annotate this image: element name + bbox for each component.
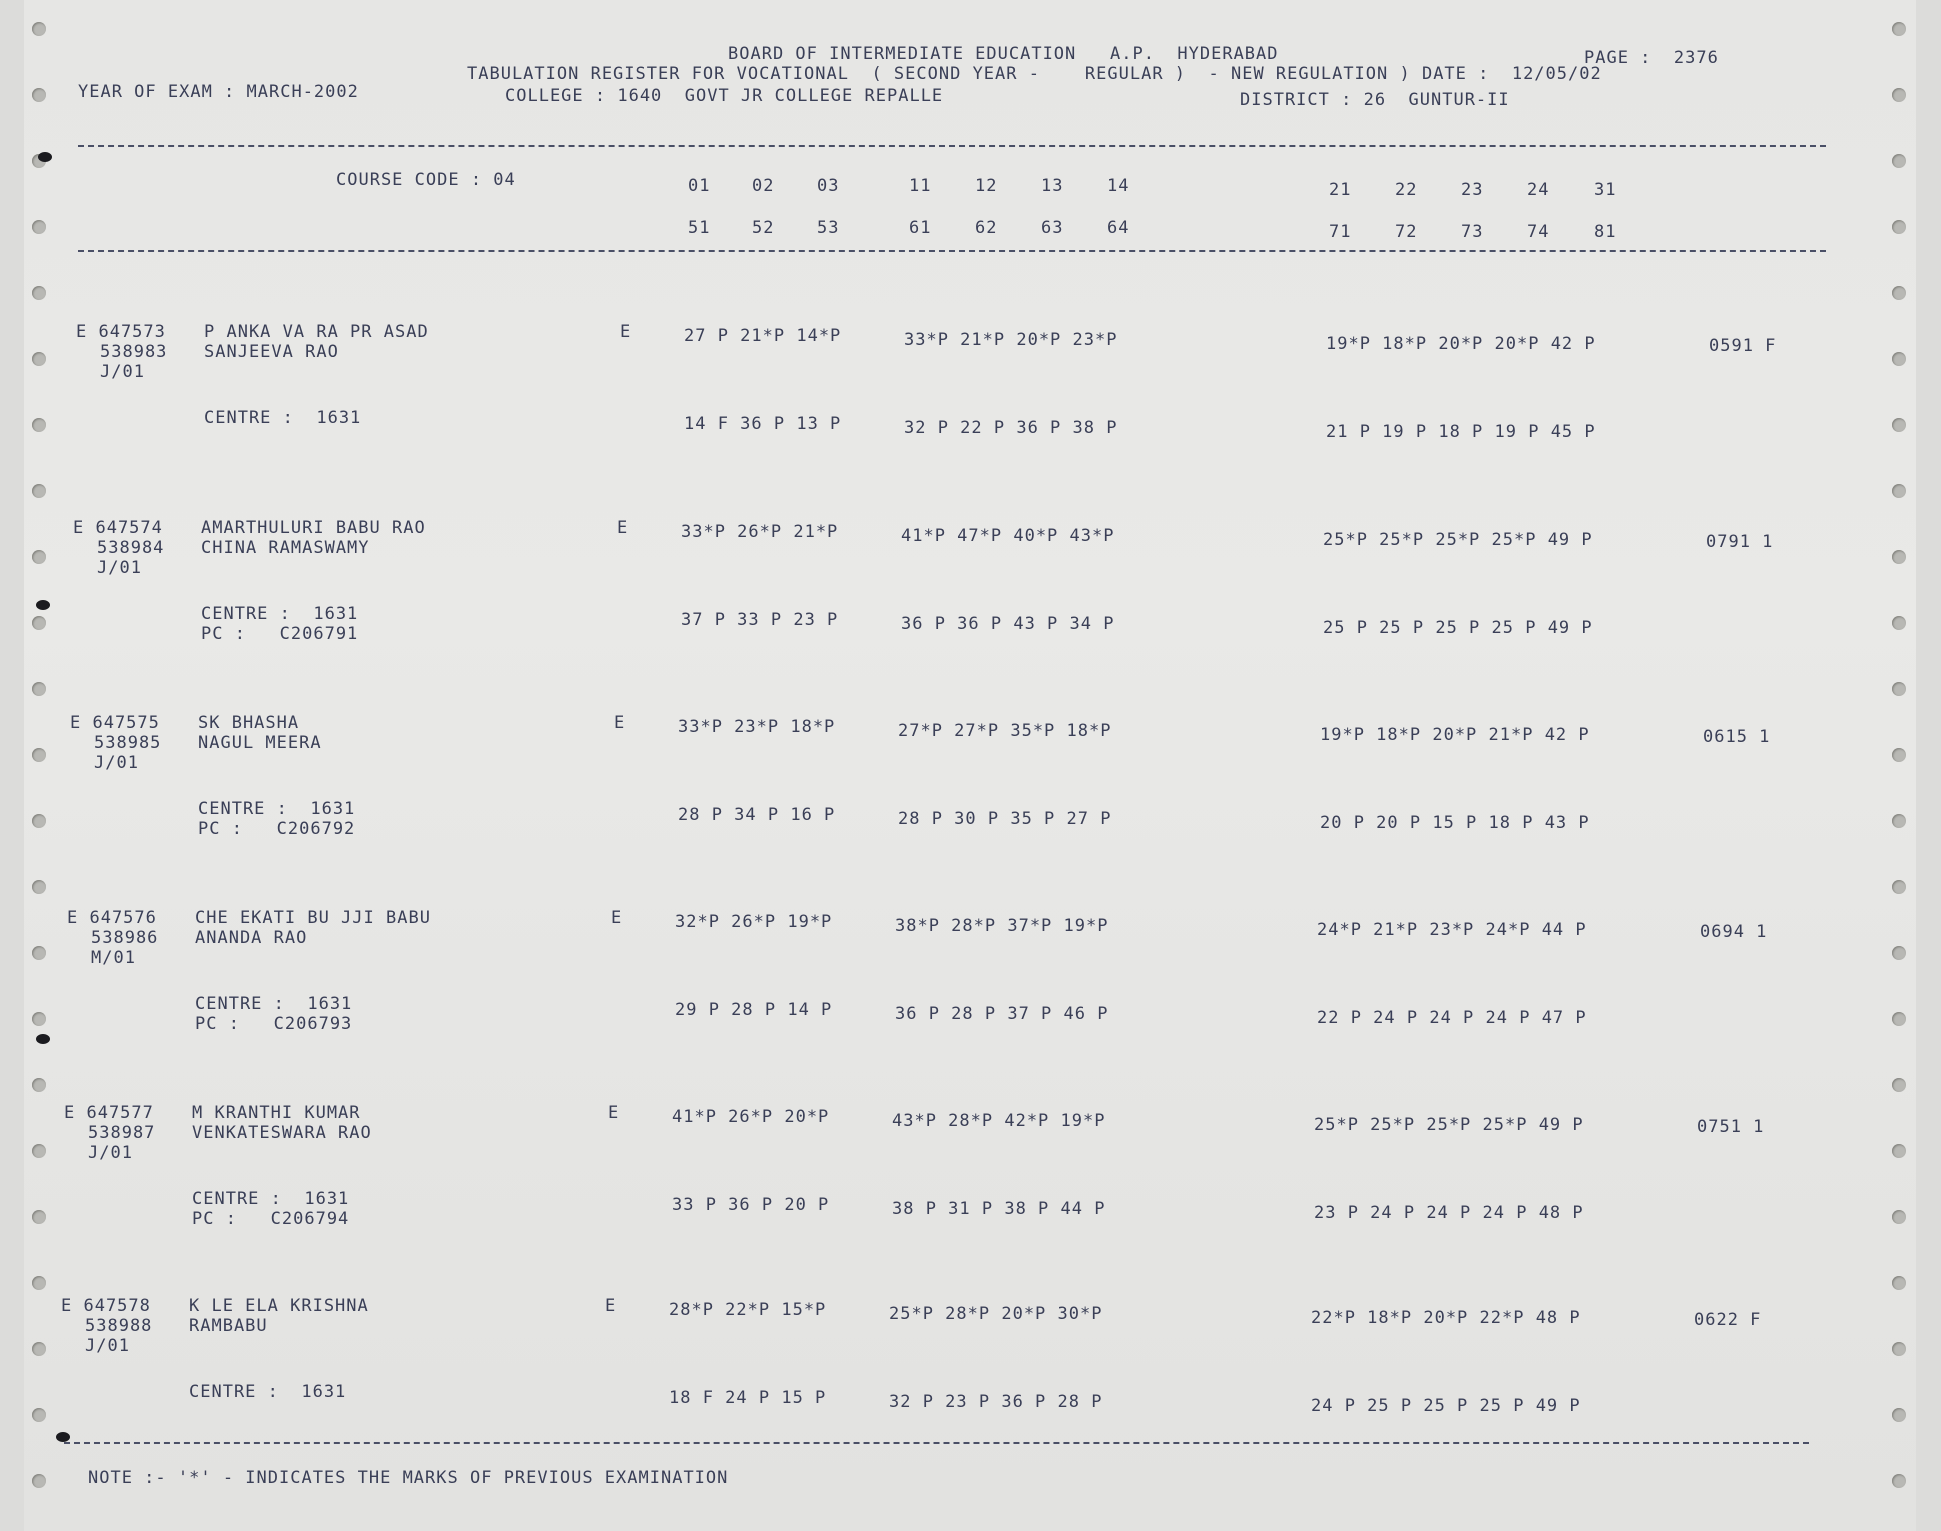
total-result: 0622 F (1694, 1310, 1762, 1330)
feed-hole (1892, 286, 1906, 300)
group-code: J/01 (97, 558, 142, 578)
marks-group2-row1: 41*P 47*P 40*P 43*P (901, 526, 1115, 546)
footnote: NOTE :- '*' - INDICATES THE MARKS OF PREVIOUS EXAMINATION (88, 1468, 729, 1488)
feed-hole (32, 1012, 46, 1026)
medium: E (614, 713, 626, 733)
column-code: 81 (1594, 222, 1617, 242)
feed-hole (1892, 616, 1906, 630)
hall-ticket-number: E 647574 (73, 518, 163, 538)
student-name: M KRANTHI KUMAR (192, 1103, 361, 1123)
college-info: COLLEGE : 1640 GOVT JR COLLEGE REPALLE (505, 86, 944, 106)
column-code: 53 (817, 218, 840, 238)
parent-name: NAGUL MEERA (198, 733, 322, 753)
student-name: SK BHASHA (198, 713, 300, 733)
parent-name: SANJEEVA RAO (204, 342, 339, 362)
column-code: 23 (1461, 180, 1484, 200)
pc-number: PC : C206794 (192, 1209, 350, 1229)
feed-hole (1892, 1078, 1906, 1092)
tabulation-register-sheet (24, 0, 1916, 1531)
medium: E (608, 1103, 620, 1123)
medium: E (611, 908, 623, 928)
marks-group2-row1: 38*P 28*P 37*P 19*P (895, 916, 1109, 936)
feed-hole (32, 1408, 46, 1422)
feed-hole (32, 1342, 46, 1356)
marks-group2-row2: 28 P 30 P 35 P 27 P (898, 809, 1112, 829)
feed-hole (32, 682, 46, 696)
total-result: 0791 1 (1706, 532, 1774, 552)
marks-group3-row2: 21 P 19 P 18 P 19 P 45 P (1326, 422, 1596, 442)
feed-hole (1892, 748, 1906, 762)
hall-ticket-number: E 647578 (61, 1296, 151, 1316)
year-of-exam: YEAR OF EXAM : MARCH-2002 (78, 82, 359, 102)
total-result: 0615 1 (1703, 727, 1771, 747)
registration-number: 538987 (88, 1123, 156, 1143)
marks-group1-row2: 28 P 34 P 16 P (678, 805, 836, 825)
column-code: 13 (1041, 176, 1064, 196)
feed-hole (1892, 352, 1906, 366)
column-code: 52 (752, 218, 775, 238)
marks-group3-row1: 24*P 21*P 23*P 24*P 44 P (1317, 920, 1587, 940)
column-code: 11 (909, 176, 932, 196)
feed-hole (32, 22, 46, 36)
column-code: 24 (1527, 180, 1550, 200)
marks-group2-row1: 43*P 28*P 42*P 19*P (892, 1111, 1106, 1131)
feed-hole (1892, 1144, 1906, 1158)
marks-group2-row2: 32 P 23 P 36 P 28 P (889, 1392, 1103, 1412)
feed-hole (1892, 220, 1906, 234)
marks-group3-row1: 19*P 18*P 20*P 20*P 42 P (1326, 334, 1596, 354)
feed-hole (32, 1276, 46, 1290)
marks-group3-row2: 22 P 24 P 24 P 24 P 47 P (1317, 1008, 1587, 1028)
feed-hole (32, 1474, 46, 1488)
marks-group1-row2: 33 P 36 P 20 P (672, 1195, 830, 1215)
register-title: TABULATION REGISTER FOR VOCATIONAL ( SECOND YEAR - REGULAR ) - NEW REGULATION ) DATE : 12/05/02 (467, 64, 1602, 84)
column-code: 61 (909, 218, 932, 238)
board-title: BOARD OF INTERMEDIATE EDUCATION A.P. HYDERABAD (728, 44, 1279, 64)
parent-name: CHINA RAMASWAMY (201, 538, 370, 558)
marks-group2-row1: 33*P 21*P 20*P 23*P (904, 330, 1118, 350)
course-code: COURSE CODE : 04 (336, 170, 516, 190)
column-code: 51 (688, 218, 711, 238)
feed-hole (32, 484, 46, 498)
feed-hole (32, 880, 46, 894)
marks-group2-row1: 27*P 27*P 35*P 18*P (898, 721, 1112, 741)
hall-ticket-number: E 647577 (64, 1103, 154, 1123)
parent-name: VENKATESWARA RAO (192, 1123, 372, 1143)
marks-group3-row1: 22*P 18*P 20*P 22*P 48 P (1311, 1308, 1581, 1328)
registration-number: 538988 (85, 1316, 153, 1336)
column-code: 71 (1329, 222, 1352, 242)
exam-centre: CENTRE : 1631 (201, 604, 359, 624)
pc-number: PC : C206791 (201, 624, 359, 644)
marks-group3-row1: 25*P 25*P 25*P 25*P 49 P (1314, 1115, 1584, 1135)
feed-hole (1892, 682, 1906, 696)
header-divider (78, 145, 1826, 147)
group-code: J/01 (100, 362, 145, 382)
student-name: AMARTHULURI BABU RAO (201, 518, 426, 538)
marks-group3-row1: 19*P 18*P 20*P 21*P 42 P (1320, 725, 1590, 745)
feed-hole (32, 352, 46, 366)
feed-hole (32, 286, 46, 300)
marks-group2-row2: 36 P 28 P 37 P 46 P (895, 1004, 1109, 1024)
total-result: 0751 1 (1697, 1117, 1765, 1137)
marks-group1-row2: 29 P 28 P 14 P (675, 1000, 833, 1020)
marks-group1-row1: 33*P 26*P 21*P (681, 522, 839, 542)
feed-hole (1892, 814, 1906, 828)
feed-hole (32, 550, 46, 564)
hall-ticket-number: E 647576 (67, 908, 157, 928)
marks-group3-row2: 23 P 24 P 24 P 24 P 48 P (1314, 1203, 1584, 1223)
marks-group1-row2: 18 F 24 P 15 P (669, 1388, 827, 1408)
exam-centre: CENTRE : 1631 (189, 1382, 347, 1402)
column-code: 01 (688, 176, 711, 196)
marks-group2-row2: 38 P 31 P 38 P 44 P (892, 1199, 1106, 1219)
exam-centre: CENTRE : 1631 (195, 994, 353, 1014)
ink-blot (56, 1432, 70, 1442)
exam-centre: CENTRE : 1631 (204, 408, 362, 428)
parent-name: RAMBABU (189, 1316, 268, 1336)
column-code: 31 (1594, 180, 1617, 200)
group-code: M/01 (91, 948, 136, 968)
district-info: DISTRICT : 26 GUNTUR-II (1240, 90, 1510, 110)
column-code: 21 (1329, 180, 1352, 200)
feed-hole (1892, 22, 1906, 36)
group-code: J/01 (85, 1336, 130, 1356)
marks-group1-row2: 14 F 36 P 13 P (684, 414, 842, 434)
column-code: 12 (975, 176, 998, 196)
feed-hole (32, 748, 46, 762)
student-name: P ANKA VA RA PR ASAD (204, 322, 429, 342)
group-code: J/01 (88, 1143, 133, 1163)
feed-hole (1892, 154, 1906, 168)
feed-hole (32, 1210, 46, 1224)
column-code: 74 (1527, 222, 1550, 242)
feed-hole (32, 1144, 46, 1158)
registration-number: 538983 (100, 342, 168, 362)
marks-group1-row1: 27 P 21*P 14*P (684, 326, 842, 346)
marks-group1-row1: 41*P 26*P 20*P (672, 1107, 830, 1127)
medium: E (620, 322, 632, 342)
feed-hole (1892, 1342, 1906, 1356)
exam-centre: CENTRE : 1631 (198, 799, 356, 819)
pc-number: PC : C206792 (198, 819, 356, 839)
ink-blot (36, 600, 50, 610)
student-name: CHE EKATI BU JJI BABU (195, 908, 431, 928)
feed-hole (1892, 484, 1906, 498)
medium: E (617, 518, 629, 538)
marks-group3-row2: 24 P 25 P 25 P 25 P 49 P (1311, 1396, 1581, 1416)
ink-blot (38, 152, 52, 162)
ink-blot (36, 1034, 50, 1044)
marks-group1-row1: 28*P 22*P 15*P (669, 1300, 827, 1320)
feed-hole (32, 946, 46, 960)
feed-hole (1892, 550, 1906, 564)
footer-divider (64, 1442, 1809, 1444)
feed-hole (1892, 946, 1906, 960)
column-code: 62 (975, 218, 998, 238)
feed-hole (32, 88, 46, 102)
column-code: 22 (1395, 180, 1418, 200)
feed-hole (32, 220, 46, 234)
column-code: 64 (1107, 218, 1130, 238)
right-tractor-holes (1886, 0, 1914, 1531)
left-tractor-holes (26, 0, 54, 1531)
feed-hole (32, 418, 46, 432)
column-code: 63 (1041, 218, 1064, 238)
feed-hole (1892, 1276, 1906, 1290)
column-code: 14 (1107, 176, 1130, 196)
hall-ticket-number: E 647573 (76, 322, 166, 342)
exam-centre: CENTRE : 1631 (192, 1189, 350, 1209)
feed-hole (32, 1078, 46, 1092)
feed-hole (1892, 880, 1906, 894)
total-result: 0591 F (1709, 336, 1777, 356)
feed-hole (1892, 1012, 1906, 1026)
marks-group1-row1: 33*P 23*P 18*P (678, 717, 836, 737)
medium: E (605, 1296, 617, 1316)
feed-hole (1892, 1408, 1906, 1422)
column-code: 02 (752, 176, 775, 196)
student-name: K LE ELA KRISHNA (189, 1296, 369, 1316)
marks-group1-row2: 37 P 33 P 23 P (681, 610, 839, 630)
group-code: J/01 (94, 753, 139, 773)
marks-group1-row1: 32*P 26*P 19*P (675, 912, 833, 932)
marks-group3-row2: 25 P 25 P 25 P 25 P 49 P (1323, 618, 1593, 638)
total-result: 0694 1 (1700, 922, 1768, 942)
column-header-divider (78, 250, 1826, 252)
feed-hole (1892, 1474, 1906, 1488)
marks-group2-row2: 32 P 22 P 36 P 38 P (904, 418, 1118, 438)
column-code: 73 (1461, 222, 1484, 242)
column-code: 03 (817, 176, 840, 196)
column-code: 72 (1395, 222, 1418, 242)
registration-number: 538984 (97, 538, 165, 558)
pc-number: PC : C206793 (195, 1014, 353, 1034)
marks-group3-row2: 20 P 20 P 15 P 18 P 43 P (1320, 813, 1590, 833)
parent-name: ANANDA RAO (195, 928, 308, 948)
registration-number: 538986 (91, 928, 159, 948)
feed-hole (32, 814, 46, 828)
feed-hole (32, 616, 46, 630)
feed-hole (1892, 1210, 1906, 1224)
marks-group2-row1: 25*P 28*P 20*P 30*P (889, 1304, 1103, 1324)
registration-number: 538985 (94, 733, 162, 753)
page-number: PAGE : 2376 (1584, 48, 1719, 68)
marks-group3-row1: 25*P 25*P 25*P 25*P 49 P (1323, 530, 1593, 550)
feed-hole (1892, 418, 1906, 432)
marks-group2-row2: 36 P 36 P 43 P 34 P (901, 614, 1115, 634)
feed-hole (1892, 88, 1906, 102)
hall-ticket-number: E 647575 (70, 713, 160, 733)
